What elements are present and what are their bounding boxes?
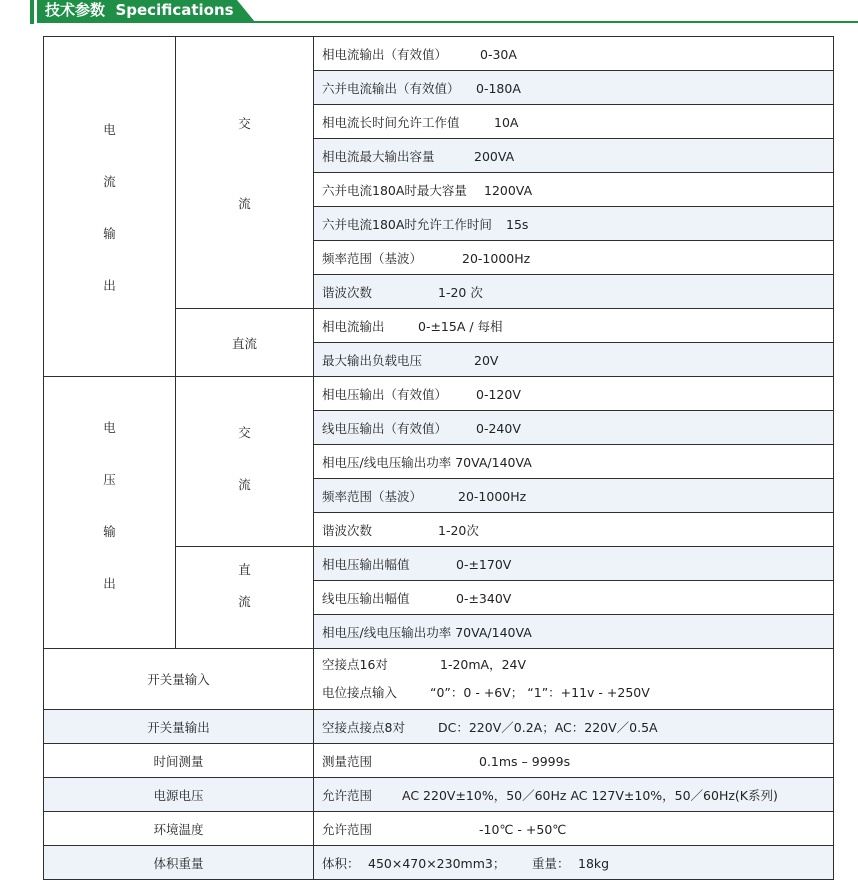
spec-cell: 相电压/线电压输出功率 70VA/140VA — [314, 445, 834, 479]
table-row — [44, 649, 834, 710]
table-row — [44, 710, 834, 744]
spec-cell: 频率范围（基波） 20-1000Hz — [314, 479, 834, 513]
spec-cell: 相电流最大输出容量 200VA — [314, 139, 834, 173]
spec-cell: 六并电流输出（有效值） 0-180A — [314, 71, 834, 105]
spec-cell: 体积： 450×470×230mm3； 重量： 18kg — [314, 846, 834, 880]
spec-cell: 最大输出负载电压 20V — [314, 343, 834, 377]
spec-cell: 允许范围 -10℃ - +50℃ — [314, 812, 834, 846]
spec-cell: 谐波次数 1-20次 — [314, 513, 834, 547]
group-current-dc: 直流 — [176, 309, 314, 377]
row-label-power: 电源电压 — [44, 778, 314, 812]
section-header — [0, 0, 858, 24]
group-current-output: 电 流 输 出 — [44, 37, 176, 377]
spec-cell: 相电流输出 0-±15A / 每相 — [314, 309, 834, 343]
table-row — [44, 846, 834, 880]
spec-cell: 线电压输出幅值 0-±340V — [314, 581, 834, 615]
table-row — [44, 744, 834, 778]
spec-cell: 空接点16对 1-20mA，24V 电位接点输入 “0”：0 - +6V； “1”：+11v - +250V — [314, 649, 834, 710]
row-label-size: 体积重量 — [44, 846, 314, 880]
header-underline — [37, 21, 858, 23]
spec-cell: 允许范围 AC 220V±10%，50／60Hz AC 127V±10%，50／60Hz(K系列) — [314, 778, 834, 812]
specifications-table — [43, 36, 834, 880]
spec-cell: 线电压输出（有效值） 0-240V — [314, 411, 834, 445]
group-voltage-dc: 直 流 — [176, 547, 314, 649]
row-label-time: 时间测量 — [44, 744, 314, 778]
spec-cell: 谐波次数 1-20 次 — [314, 275, 834, 309]
spec-cell: 六并电流180A时允许工作时间 15s — [314, 207, 834, 241]
spec-cell: 六并电流180A时最大容量 1200VA — [314, 173, 834, 207]
spec-cell: 相电压/线电压输出功率 70VA/140VA — [314, 615, 834, 649]
spec-cell: 空接点接点8对 DC：220V／0.2A；AC：220V／0.5A — [314, 710, 834, 744]
group-voltage-ac: 交 流 — [176, 377, 314, 547]
table-row — [44, 812, 834, 846]
section-title: 技术参数 Specifications — [45, 1, 234, 19]
header-accent-bar — [30, 0, 34, 24]
spec-cell: 频率范围（基波） 20-1000Hz — [314, 241, 834, 275]
group-current-ac: 交 流 — [176, 37, 314, 309]
row-label-switch-in: 开关量输入 — [44, 649, 314, 710]
row-label-env: 环境温度 — [44, 812, 314, 846]
table-row — [44, 778, 834, 812]
spec-cell: 相电流输出（有效值） 0-30A — [314, 37, 834, 71]
spec-cell: 相电流长时间允许工作值 10A — [314, 105, 834, 139]
spec-cell: 测量范围 0.1ms – 9999s — [314, 744, 834, 778]
table-row — [44, 377, 834, 411]
group-voltage-output: 电 压 输 出 — [44, 377, 176, 649]
spec-cell: 相电压输出（有效值） 0-120V — [314, 377, 834, 411]
table-row — [44, 37, 834, 71]
row-label-switch-out: 开关量输出 — [44, 710, 314, 744]
spec-cell: 相电压输出幅值 0-±170V — [314, 547, 834, 581]
